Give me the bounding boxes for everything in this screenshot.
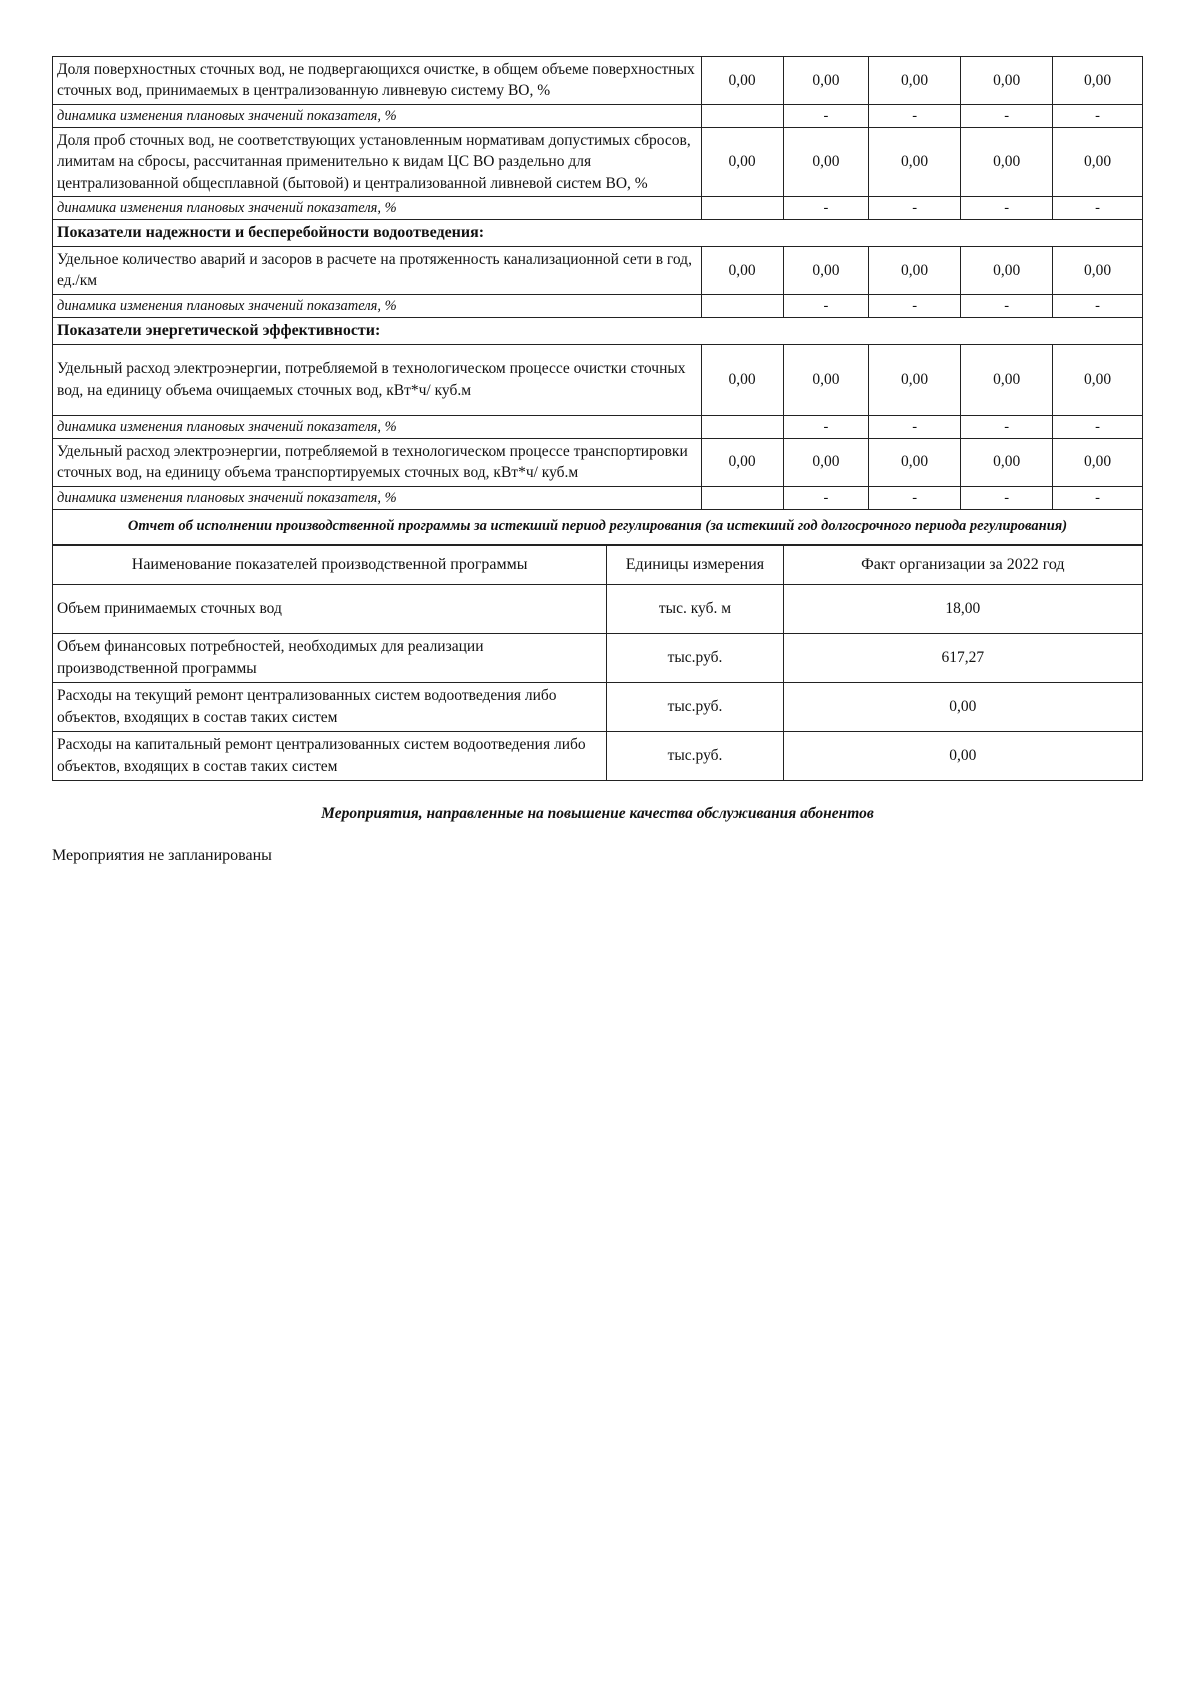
report-title: Отчет об исполнении производственной программы за истекший период регулирования (за истекший год долгосрочного периода регулирования) [53, 509, 1143, 544]
value-cell: - [869, 196, 961, 219]
dynamic-row [53, 104, 1143, 127]
value-cell: - [961, 415, 1053, 438]
dynamic-label: динамика изменения плановых значений показателя, % [53, 415, 702, 438]
dynamic-label: динамика изменения плановых значений показателя, % [53, 104, 702, 127]
document-page [52, 56, 1143, 865]
header-unit: Единицы измерения [607, 545, 783, 584]
value-cell: 0,00 [1053, 438, 1143, 486]
report-row [53, 731, 1143, 780]
value-cell: - [1053, 196, 1143, 219]
indicator-name: Доля проб сточных вод, не соответствующих установленным нормативам допустимых сбросов, лимитам на сбросы, рассчитанная применительно к видам ЦС ВО раздельно для централизованной общесплавной (бытовой) и централизованной ливневой систем ВО, % [53, 127, 702, 196]
value-cell: - [869, 486, 961, 509]
value-cell [701, 196, 783, 219]
value-cell: - [961, 486, 1053, 509]
indicator-row [53, 127, 1143, 196]
row-name: Расходы на текущий ремонт централизованных систем водоотведения либо объектов, входящих в состав таких систем [53, 682, 607, 731]
indicator-name: Удельное количество аварий и засоров в расчете на протяженность канализационной сети в год, ед./км [53, 246, 702, 294]
row-name: Расходы на капитальный ремонт централизованных систем водоотведения либо объектов, входящих в состав таких систем [53, 731, 607, 780]
row-name: Объем принимаемых сточных вод [53, 584, 607, 633]
dynamic-label: динамика изменения плановых значений показателя, % [53, 486, 702, 509]
dynamic-row [53, 486, 1143, 509]
value-cell: 0,00 [783, 57, 868, 105]
value-cell [701, 415, 783, 438]
value-cell: 0,00 [1053, 246, 1143, 294]
dynamic-row [53, 196, 1143, 219]
dynamic-row [53, 294, 1143, 317]
value-cell: 0,00 [701, 127, 783, 196]
value-cell: - [783, 104, 868, 127]
value-cell: - [783, 415, 868, 438]
indicator-name: Доля поверхностных сточных вод, не подвергающихся очистке, в общем объеме поверхностных сточных вод, принимаемых в централизованную ливневую систему ВО, % [53, 57, 702, 105]
row-value: 0,00 [783, 731, 1142, 780]
indicator-row [53, 344, 1143, 415]
report-row [53, 633, 1143, 682]
value-cell: 0,00 [783, 344, 868, 415]
value-cell: 0,00 [783, 438, 868, 486]
value-cell: - [783, 486, 868, 509]
indicator-row [53, 246, 1143, 294]
measures-caption: Мероприятия, направленные на повышение качества обслуживания абонентов [321, 804, 874, 822]
row-unit: тыс.руб. [607, 633, 783, 682]
value-cell: 0,00 [961, 438, 1053, 486]
value-cell: - [961, 104, 1053, 127]
indicators-table [52, 56, 1143, 545]
section-heading-row [53, 317, 1143, 344]
row-value: 18,00 [783, 584, 1142, 633]
dynamic-label: динамика изменения плановых значений показателя, % [53, 196, 702, 219]
value-cell: - [869, 415, 961, 438]
value-cell: 0,00 [869, 438, 961, 486]
value-cell: - [1053, 104, 1143, 127]
value-cell: 0,00 [869, 344, 961, 415]
value-cell: - [961, 196, 1053, 219]
header-name: Наименование показателей производственной программы [53, 545, 607, 584]
indicator-row [53, 57, 1143, 105]
value-cell: 0,00 [869, 246, 961, 294]
value-cell: 0,00 [961, 57, 1053, 105]
report-title-row [53, 509, 1143, 544]
section-heading-row [53, 219, 1143, 246]
row-unit: тыс. куб. м [607, 584, 783, 633]
value-cell: 0,00 [701, 57, 783, 105]
dynamic-row [53, 415, 1143, 438]
value-cell: 0,00 [1053, 127, 1143, 196]
value-cell [701, 486, 783, 509]
report-row [53, 584, 1143, 633]
value-cell: 0,00 [701, 344, 783, 415]
report-row [53, 682, 1143, 731]
value-cell: 0,00 [1053, 57, 1143, 105]
indicator-name: Удельный расход электроэнергии, потребляемой в технологическом процессе очистки сточных вод, на единицу объема очищаемых сточных вод, кВт*ч/ куб.м [53, 344, 702, 415]
value-cell: - [961, 294, 1053, 317]
row-unit: тыс.руб. [607, 682, 783, 731]
row-name: Объем финансовых потребностей, необходимых для реализации производственной программы [53, 633, 607, 682]
value-cell: 0,00 [701, 246, 783, 294]
value-cell: - [869, 104, 961, 127]
value-cell: - [783, 196, 868, 219]
value-cell: 0,00 [961, 127, 1053, 196]
row-value: 617,27 [783, 633, 1142, 682]
value-cell: - [1053, 486, 1143, 509]
value-cell: 0,00 [961, 246, 1053, 294]
value-cell: 0,00 [701, 438, 783, 486]
value-cell: 0,00 [1053, 344, 1143, 415]
indicator-row [53, 438, 1143, 486]
value-cell: 0,00 [961, 344, 1053, 415]
report-table [52, 545, 1143, 781]
dynamic-label: динамика изменения плановых значений показателя, % [53, 294, 702, 317]
header-fact: Факт организации за 2022 год [783, 545, 1142, 584]
value-cell: - [869, 294, 961, 317]
row-unit: тыс.руб. [607, 731, 783, 780]
row-value: 0,00 [783, 682, 1142, 731]
value-cell: - [783, 294, 868, 317]
value-cell: - [1053, 415, 1143, 438]
report-table-header [53, 545, 1143, 584]
value-cell: - [1053, 294, 1143, 317]
value-cell: 0,00 [783, 246, 868, 294]
value-cell: 0,00 [869, 127, 961, 196]
measures-note: Мероприятия не запланированы [52, 846, 272, 864]
value-cell: 0,00 [869, 57, 961, 105]
indicator-name: Удельный расход электроэнергии, потребляемой в технологическом процессе транспортировки сточных вод, на единицу объема транспортируемых сточных вод, кВт*ч/ куб.м [53, 438, 702, 486]
value-cell [701, 294, 783, 317]
section-heading: Показатели надежности и бесперебойности водоотведения: [53, 219, 1143, 246]
value-cell [701, 104, 783, 127]
section-heading: Показатели энергетической эффективности: [53, 317, 1143, 344]
value-cell: 0,00 [783, 127, 868, 196]
